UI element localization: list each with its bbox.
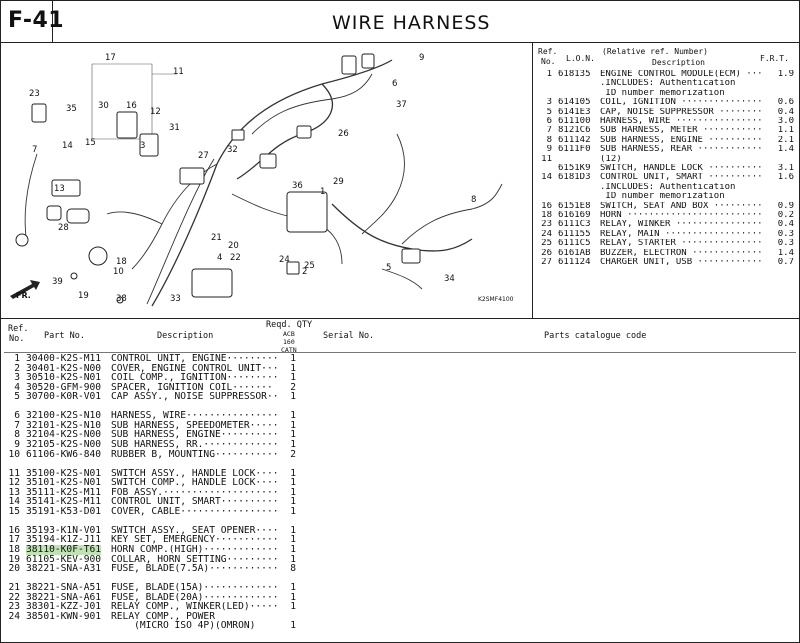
- lon-frt: 0.4: [777, 220, 794, 230]
- diagram-bottom-divider: [0, 318, 800, 319]
- part-qty: 1: [290, 497, 296, 507]
- diagram-callout: 10: [113, 267, 124, 277]
- part-qty: 1: [290, 506, 296, 517]
- part-qty: 1: [290, 525, 296, 536]
- part-qty: 1: [290, 373, 296, 383]
- lon-code: 6161AB: [558, 248, 591, 258]
- part-qty: 1: [290, 363, 296, 374]
- lon-ref: 1: [546, 70, 552, 79]
- lon-description: COIL, IGNITION ···············: [600, 98, 763, 108]
- part-qty: 2: [290, 449, 296, 460]
- part-qty: 8: [290, 564, 296, 574]
- lon-ref: 18: [541, 211, 552, 220]
- lon-frt: 0.2: [777, 211, 794, 220]
- part-number: 32101-K2S-N10: [26, 420, 102, 431]
- parts-description-header: Description: [157, 331, 214, 341]
- diagram-callout: 28: [58, 223, 69, 233]
- part-number: 38221-SNA-A61: [26, 592, 102, 603]
- part-description: FUSE, BLADE(15A)·············: [111, 583, 279, 593]
- figure-code: F-41: [8, 8, 65, 33]
- front-arrow-label: FR.: [16, 291, 31, 300]
- part-ref: 22: [8, 592, 20, 603]
- part-ref: 11: [8, 468, 20, 479]
- lon-ref: 26: [541, 248, 552, 258]
- diagram-callout: 26: [338, 129, 349, 139]
- part-qty: 1: [290, 554, 296, 565]
- part-description: COIL COMP., IGNITION·········: [111, 373, 279, 383]
- part-ref: 14: [8, 497, 20, 507]
- lon-frt: 3.0: [777, 117, 794, 126]
- lon-ref: 24: [541, 229, 552, 239]
- lon-description: HARNESS, WIRE ················: [600, 117, 763, 126]
- diagram-callout: 1: [320, 187, 326, 197]
- part-ref: 5: [14, 392, 20, 402]
- parts-header-divider: [4, 352, 796, 353]
- diagram-callout: 6: [392, 79, 398, 89]
- diagram-callout: 39: [52, 277, 63, 287]
- diagram-callout: 2: [302, 267, 308, 277]
- part-description: SWITCH ASSY., SEAT OPENER····: [111, 525, 279, 536]
- part-number: 35141-K2S-M11: [26, 497, 102, 507]
- part-ref: 12: [8, 478, 20, 488]
- lon-ref: 3: [546, 98, 552, 108]
- part-description: SUB HARNESS, RR.·············: [111, 439, 279, 450]
- diagram-callout: 15: [85, 138, 96, 148]
- lon-frt: 0.7: [777, 258, 794, 267]
- lon-ref: 23: [541, 220, 552, 230]
- diagram-callout: 34: [444, 274, 455, 284]
- parts-acb-header: ACB: [283, 330, 295, 338]
- parts-catalogue-header: Parts catalogue code: [544, 331, 647, 341]
- lon-frt: 0.4: [777, 107, 794, 117]
- part-qty: 1: [290, 354, 296, 364]
- lon-frt-header: F.R.T.: [760, 54, 789, 63]
- diagram-callout: 29: [333, 177, 344, 187]
- diagram-callout: 32: [227, 145, 238, 155]
- parts-ref-header: Ref.: [8, 324, 29, 334]
- part-qty: 1: [290, 411, 296, 421]
- header-divider: [0, 42, 800, 43]
- lon-description: RELAY, STARTER ···············: [600, 239, 763, 249]
- lon-description: BUZZER, ELECTRON ·············: [600, 248, 763, 258]
- lon-no-header: No.: [541, 57, 556, 66]
- part-qty: 1: [290, 592, 296, 603]
- lon-code: 614105: [558, 98, 591, 108]
- diagram-callout: 27: [198, 151, 209, 161]
- part-number: 32105-K2S-N00: [26, 439, 102, 450]
- lon-code: 611142: [558, 135, 591, 145]
- part-number: 30400-K2S-M11: [26, 354, 102, 364]
- lon-code: 6181D3: [558, 173, 591, 183]
- diagram-callout: 31: [169, 123, 180, 133]
- diagram-divider: [532, 42, 533, 318]
- diagram-callout: 14: [62, 141, 73, 151]
- lon-code: 611155: [558, 229, 591, 239]
- lon-description: (12): [600, 154, 622, 164]
- lon-code: 6151E8: [558, 201, 591, 211]
- lon-code: 6151K9: [558, 164, 591, 173]
- diagram-callout: 33: [170, 294, 181, 304]
- part-number: 35193-K1N-V01: [26, 525, 102, 536]
- part-description: CONTROL UNIT, ENGINE·········: [111, 354, 279, 364]
- part-qty: 1: [290, 621, 296, 631]
- lon-description: CAP, NOISE SUPPRESSOR ········: [600, 107, 763, 117]
- lon-code: 618135: [558, 70, 591, 79]
- diagram-callout: 23: [29, 89, 40, 99]
- part-ref: 2: [14, 363, 20, 374]
- part-qty: 2: [290, 382, 296, 393]
- part-ref: 10: [8, 449, 20, 460]
- lon-ref: 11: [541, 154, 552, 164]
- part-number: 38501-KWN-901: [26, 611, 102, 622]
- lon-description: HORN ·························: [600, 211, 763, 220]
- diagram-callout: 19: [78, 291, 89, 301]
- lon-frt: 1.9: [777, 70, 794, 79]
- lon-frt: 0.3: [777, 239, 794, 249]
- part-number: 61105-KEV-900: [26, 554, 102, 565]
- part-qty: 1: [290, 439, 296, 450]
- part-ref: 7: [14, 420, 20, 431]
- part-number: 35101-K2S-N01: [26, 478, 102, 488]
- part-number: 35100-K2S-N01: [26, 468, 102, 479]
- part-number: 38301-KZZ-J01: [26, 602, 102, 612]
- part-description: SUB HARNESS, ENGINE··········: [111, 430, 279, 440]
- part-description: SWITCH COMP., HANDLE LOCK····: [111, 478, 279, 488]
- part-ref: 3: [14, 373, 20, 383]
- part-ref: 23: [8, 602, 20, 612]
- lon-frt: 1.1: [777, 126, 794, 136]
- part-description: RELAY COMP., WINKER(LED)·····: [111, 602, 279, 612]
- part-description: COVER, CABLE·················: [111, 506, 279, 517]
- diagram-callout: 3: [140, 141, 146, 151]
- diagram-callout: 4: [217, 253, 223, 263]
- diagram-callout: 13: [54, 184, 65, 194]
- part-ref: 17: [8, 535, 20, 545]
- diagram-callout: 17: [105, 53, 116, 63]
- lon-ref-header: Ref.: [538, 47, 558, 56]
- part-qty: 1: [290, 535, 296, 545]
- part-number: 30510-K2S-N01: [26, 373, 102, 383]
- part-ref: 19: [8, 554, 20, 565]
- lon-ref: 7: [546, 126, 552, 136]
- lon-code: 6111F0: [558, 145, 591, 155]
- part-number: 32104-K2S-N00: [26, 430, 102, 440]
- lon-frt: 2.1: [777, 135, 794, 145]
- lon-description-header: Description: [652, 58, 705, 67]
- part-qty: 1: [290, 478, 296, 488]
- diagram-callout: 38: [116, 294, 127, 304]
- lon-code: 611124: [558, 258, 591, 267]
- lon-code: 8121C6: [558, 126, 591, 136]
- part-description: RUBBER B, MOUNTING···········: [111, 449, 279, 460]
- part-ref: 24: [8, 611, 20, 622]
- part-description: HARNESS, WIRE················: [111, 411, 279, 421]
- part-qty: 1: [290, 420, 296, 431]
- lon-code: 6141E3: [558, 107, 591, 117]
- part-description: CAP ASSY., NOISE SUPPRESSOR··: [111, 392, 279, 402]
- lon-ref: 8: [546, 135, 552, 145]
- page-title: WIRE HARNESS: [332, 12, 491, 34]
- lon-description: SUB HARNESS, METER ···········: [600, 126, 763, 136]
- part-qty: 1: [290, 392, 296, 402]
- part-ref: 21: [8, 583, 20, 593]
- part-qty: 1: [290, 602, 296, 612]
- lon-frt: 1.4: [777, 145, 794, 155]
- lon-frt: 1.6: [777, 173, 794, 183]
- diagram-callout: 8: [471, 195, 477, 205]
- wire-harness-diagram: [2, 44, 531, 316]
- part-description: RELAY COMP., POWER: [111, 611, 215, 622]
- lon-ref: 5: [546, 107, 552, 117]
- part-description: FUSE, BLADE(7.5A)············: [111, 564, 279, 574]
- lon-code: 611100: [558, 117, 591, 126]
- lon-code-header: L.O.N.: [566, 54, 595, 63]
- part-qty: 1: [290, 545, 296, 555]
- part-description: FOB ASSY.····················: [111, 487, 279, 498]
- part-number: 35194-K1Z-J11: [26, 535, 102, 545]
- diagram-callout: 37: [396, 100, 407, 110]
- part-number: 30700-K0R-V01: [26, 392, 102, 402]
- lon-description: ID number memorization: [600, 192, 725, 202]
- lon-frt: 0.9: [777, 201, 794, 211]
- part-ref: 15: [8, 506, 20, 517]
- part-description: SWITCH ASSY., HANDLE LOCK····: [111, 468, 279, 479]
- lon-description: RELAY, MAIN ··················: [600, 229, 763, 239]
- lon-ref: 25: [541, 239, 552, 249]
- parts-serial-header: Serial No.: [323, 331, 375, 341]
- part-ref: 16: [8, 525, 20, 536]
- part-description: CONTROL UNIT, SMART··········: [111, 497, 279, 507]
- diagram-callout: 22: [230, 253, 241, 263]
- diagram-callout: 18: [116, 257, 127, 267]
- part-qty: 1: [290, 487, 296, 498]
- lon-frt: 1.4: [777, 248, 794, 258]
- diagram-callout: 24: [279, 255, 290, 265]
- lon-ref: 6: [546, 117, 552, 126]
- lon-code: 616169: [558, 211, 591, 220]
- part-ref: 13: [8, 487, 20, 498]
- part-description: SPACER, IGNITION COIL·······: [111, 382, 273, 393]
- lon-ref: 16: [541, 201, 552, 211]
- part-description: (MICRO ISO 4P)(OMRON): [111, 621, 256, 631]
- diagram-callout: 35: [66, 104, 77, 114]
- lon-frt: 3.1: [777, 164, 794, 173]
- lon-frt: 0.6: [777, 98, 794, 108]
- part-description: SUB HARNESS, SPEEDOMETER·····: [111, 420, 279, 431]
- part-description: COLLAR, HORN SETTING·········: [111, 554, 279, 565]
- parts-catn-header: CATN: [281, 346, 297, 354]
- part-ref: 9: [14, 439, 20, 450]
- diagram-callout: 12: [150, 107, 161, 117]
- lon-relative-header: (Relative ref. Number): [602, 47, 708, 56]
- part-ref: 4: [14, 382, 20, 393]
- diagram-callout: 7: [32, 145, 38, 155]
- lon-description: SWITCH, SEAT AND BOX ·········: [600, 201, 763, 211]
- part-description: FUSE, BLADE(20A)·············: [111, 592, 279, 603]
- lon-description: RELAY, WINKER ················: [600, 220, 763, 230]
- part-number: 30520-GFM-900: [26, 382, 102, 393]
- lon-ref: 27: [541, 258, 552, 267]
- diagram-callout: 30: [98, 101, 109, 111]
- part-number: 38221-SNA-A31: [26, 564, 102, 574]
- lon-description: SUB HARNESS, ENGINE ··········: [600, 135, 763, 145]
- lon-ref: 14: [541, 173, 552, 183]
- parts-qty-header: Reqd. QTY: [266, 320, 313, 330]
- part-qty: 1: [290, 430, 296, 440]
- diagram-callout: 11: [173, 67, 184, 77]
- part-number: 32100-K2S-N10: [26, 411, 102, 421]
- lon-frt: 0.3: [777, 229, 794, 239]
- part-number: 35111-K2S-M11: [26, 487, 102, 498]
- lon-description: ID number memorization: [600, 88, 725, 98]
- lon-description: .INCLUDES: Authentication: [600, 79, 736, 89]
- diagram-callout: 21: [211, 233, 222, 243]
- part-number: 38110-K0F-T61: [26, 545, 102, 555]
- part-description: HORN COMP.(HIGH)·············: [111, 545, 279, 555]
- lon-description: SUB HARNESS, REAR ············: [600, 145, 763, 155]
- part-qty: 1: [290, 468, 296, 479]
- parts-160-header: 160: [283, 338, 295, 346]
- diagram-callout: 36: [292, 181, 303, 191]
- lon-code: 6111C5: [558, 239, 591, 249]
- part-qty: 1: [290, 583, 296, 593]
- lon-description: CHARGER UNIT, USB ············: [600, 258, 763, 267]
- part-number: 35191-K53-D01: [26, 506, 102, 517]
- part-ref: 6: [14, 411, 20, 421]
- parts-partno-header: Part No.: [44, 331, 85, 341]
- lon-description: ENGINE CONTROL MODULE(ECM) ···: [600, 70, 763, 79]
- part-ref: 1: [14, 354, 20, 364]
- part-number: 30401-K2S-N00: [26, 363, 102, 374]
- part-number: 61106-KW6-840: [26, 449, 102, 460]
- lon-description: .INCLUDES: Authentication: [600, 182, 736, 192]
- lon-description: SWITCH, HANDLE LOCK ··········: [600, 164, 763, 173]
- part-ref: 20: [8, 564, 20, 574]
- part-description: KEY SET, EMERGENCY···········: [111, 535, 279, 545]
- diagram-callout: 5: [386, 263, 392, 273]
- lon-code: 6111C3: [558, 220, 591, 230]
- part-ref: 8: [14, 430, 20, 440]
- part-number: 38221-SNA-A51: [26, 583, 102, 593]
- diagram-figure-code: K2SMF4100: [478, 296, 514, 303]
- lon-ref: 9: [546, 145, 552, 155]
- diagram-callout: 9: [419, 53, 425, 63]
- part-ref: 18: [8, 545, 20, 555]
- diagram-callout: 20: [228, 241, 239, 251]
- lon-description: CONTROL UNIT, SMART ··········: [600, 173, 763, 183]
- diagram-callout: 16: [126, 101, 137, 111]
- part-description: COVER, ENGINE CONTROL UNIT···: [111, 363, 279, 374]
- diagram-callout: 25: [304, 261, 315, 271]
- parts-no-header: No.: [9, 334, 25, 344]
